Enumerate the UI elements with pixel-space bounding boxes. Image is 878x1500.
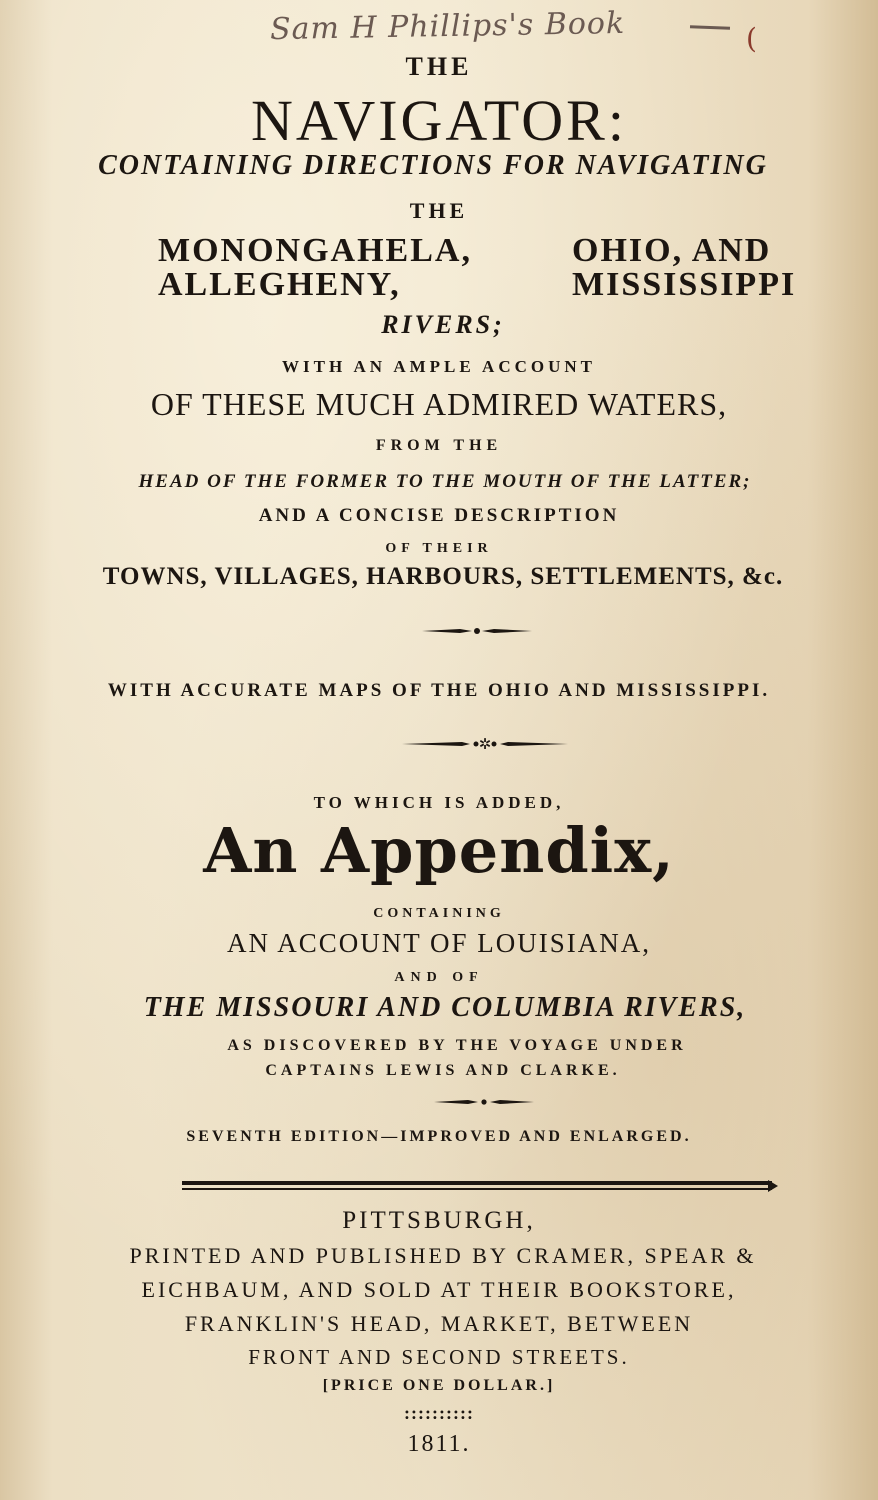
pencil-mark: ( [746,22,757,55]
appendix-line-4: CAPTAINS LEWIS AND CLARKE. [265,1062,621,1079]
title-the: THE [405,52,473,81]
river-mississippi: MISSISSIPPI [572,266,797,303]
account-line-5: AND A CONCISE DESCRIPTION [258,505,620,526]
imprint-line-1: PRINTED AND PUBLISHED BY CRAMER, SPEAR & [129,1243,757,1268]
river-allegheny: ALLEGHENY, [158,266,401,303]
appendix-and-of: AND OF [394,970,484,985]
appendix-line-3: AS DISCOVERED BY THE VOYAGE UNDER [227,1037,687,1054]
account-line-1: WITH AN AMPLE ACCOUNT [282,357,596,376]
imprint-line-2: EICHBAUM, AND SOLD AT THEIR BOOKSTORE, [141,1277,737,1302]
book-title: NAVIGATOR: [251,88,627,153]
maps-line: WITH ACCURATE MAPS OF THE OHIO AND MISSISSIPPI. [107,680,771,701]
edition-line: SEVENTH EDITION—IMPROVED AND ENLARGED. [186,1128,692,1145]
ornament-rule-2 [400,736,570,752]
river-ohio: OHIO, AND [572,232,772,269]
appendix-heading: An Appendix, [203,814,675,887]
ornament-rule-1 [420,624,534,638]
imprint-city: PITTSBURGH, [342,1207,536,1234]
imprint-dots: :::::::::: [404,1403,474,1423]
imprint-price: [PRICE ONE DOLLAR.] [322,1377,556,1394]
account-line-7: TOWNS, VILLAGES, HARBOURS, SETTLEMENTS, &c. [102,563,784,590]
svg-text:✲: ✲ [478,736,492,752]
appendix-line-1: AN ACCOUNT OF LOUISIANA, [226,928,652,958]
appendix-line-2: THE MISSOURI AND COLUMBIA RIVERS, [143,992,747,1023]
imprint-line-4: FRONT AND SECOND STREETS. [248,1345,630,1369]
owner-signature: Sam H Phillips's Book [269,5,626,48]
subtitle-the: THE [409,198,469,223]
ornament-rule-3 [432,1096,536,1108]
account-line-2: OF THESE MUCH ADMIRED WATERS, [150,386,728,422]
double-rule [182,1180,778,1194]
rivers-label: RIVERS; [381,310,505,339]
appendix-containing: CONTAINING [373,906,505,921]
account-line-3: FROM THE [375,437,503,454]
appendix-intro: TO WHICH IS ADDED, [313,793,565,812]
book-subtitle: CONTAINING DIRECTIONS FOR NAVIGATING [98,150,768,181]
account-line-6: OF THEIR [385,541,493,556]
river-monongahela: MONONGAHELA, [158,232,472,269]
imprint-year: 1811. [407,1431,471,1457]
account-line-4: HEAD OF THE FORMER TO THE MOUTH OF THE LATTER; [138,471,752,492]
imprint-line-3: FRANKLIN'S HEAD, MARKET, BETWEEN [184,1311,694,1336]
